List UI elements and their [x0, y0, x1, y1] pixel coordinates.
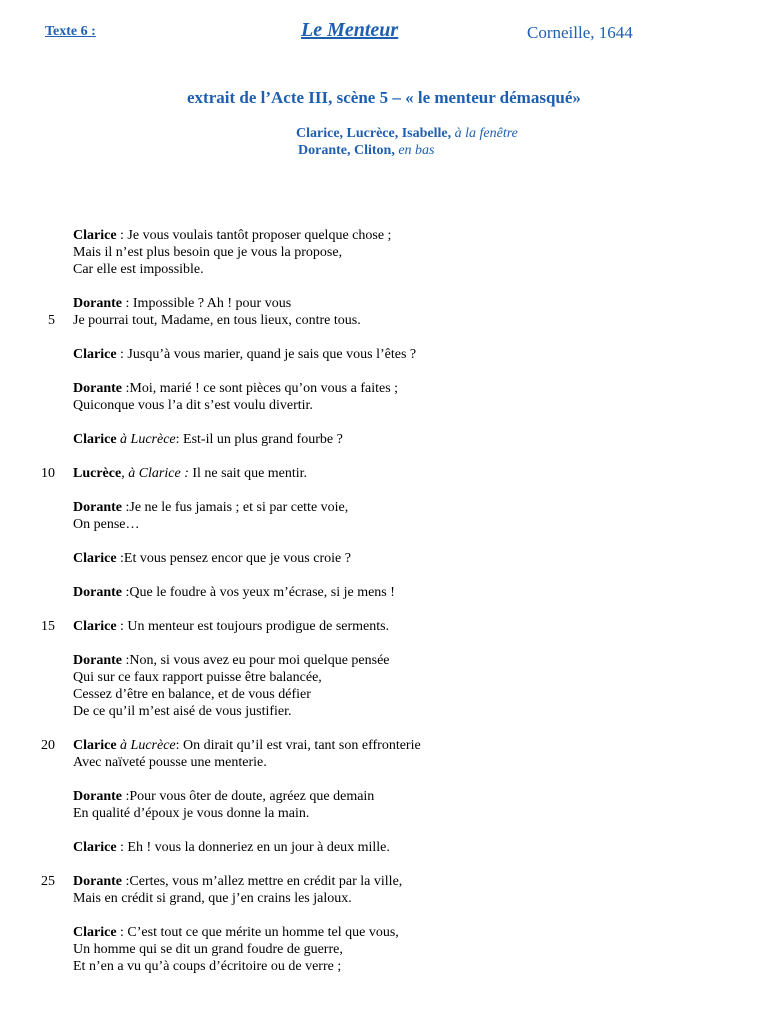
speaker-name: Dorante — [73, 585, 122, 600]
verse-text: Cessez d’être en balance, et de vous défier — [73, 687, 311, 702]
texte-number: Texte 6 — [45, 24, 88, 39]
dialogue-block — [0, 652, 768, 720]
speaker-name: Clarice — [73, 925, 117, 940]
line-number: 25 — [41, 874, 55, 889]
dialogue-block — [0, 924, 768, 975]
verse-text: Avec naïveté pousse une menterie. — [73, 755, 267, 770]
speaker-separator: : — [116, 619, 128, 634]
stage-direction: , à Clarice : — [121, 466, 189, 481]
verse-line — [0, 703, 768, 720]
verse-text: Je ne le fus jamais ; et si par cette voie, — [129, 500, 349, 515]
verse-text: Je vous voulais tantôt proposer quelque chose ; — [127, 228, 392, 243]
speaker-separator: : — [116, 925, 128, 940]
speaker-separator: : — [116, 347, 128, 362]
verse-text: Mais en crédit si grand, que j’en crains les jaloux. — [73, 891, 352, 906]
verse-text: Impossible ? Ah ! pour vous — [132, 296, 292, 311]
verse-line — [0, 890, 768, 907]
speaker-separator: : — [175, 432, 184, 447]
dialogue-block — [0, 499, 768, 533]
speaker-separator: : — [175, 738, 184, 753]
verse-text: On pense… — [73, 517, 140, 532]
speaker-name: Dorante — [73, 500, 122, 515]
speaker-name: Dorante — [73, 789, 122, 804]
verse-line — [0, 737, 768, 754]
verse-line — [0, 295, 768, 312]
verse-line — [0, 380, 768, 397]
line-number: 5 — [48, 313, 55, 328]
dialogue-block — [0, 227, 768, 278]
stage-direction: à Lucrèce — [116, 738, 176, 753]
stage-direction: à Lucrèce — [116, 432, 176, 447]
dialogue-block — [0, 380, 768, 414]
speaker-name: Clarice — [73, 840, 117, 855]
verse-line — [0, 516, 768, 533]
verse-text: Un menteur est toujours prodigue de serments. — [127, 619, 390, 634]
verse-text: Certes, vous m’allez mettre en crédit par la ville, — [129, 874, 403, 889]
verse-text: Il ne sait que mentir. — [192, 466, 308, 481]
verse-text: Je pourrai tout, Madame, en tous lieux, contre tous. — [73, 313, 361, 328]
dialogue — [0, 227, 768, 992]
author-date: Corneille, 1644 — [527, 23, 633, 42]
extract-title: extrait de l’Acte III, scène 5 – « le menteur démasqué» — [187, 88, 581, 107]
verse-text: Jusqu’à vous marier, quand je sais que vous l’êtes ? — [127, 347, 417, 362]
verse-text: Moi, marié ! ce sont pièces qu’on vous a faites ; — [129, 381, 399, 396]
speaker-separator: : — [116, 840, 128, 855]
texte-label — [45, 24, 96, 40]
dialogue-block — [0, 584, 768, 601]
dialogue-block — [0, 431, 768, 448]
verse-text: Car elle est impossible. — [73, 262, 204, 277]
stage-direction-window — [296, 126, 518, 142]
speaker-name: Dorante — [73, 381, 122, 396]
verse-line — [0, 805, 768, 822]
verse-line — [0, 652, 768, 669]
verse-line — [0, 312, 768, 329]
verse-line — [0, 227, 768, 244]
verse-line — [0, 669, 768, 686]
line-number: 15 — [41, 619, 55, 634]
verse-text: Est-il un plus grand fourbe ? — [183, 432, 343, 447]
verse-line — [0, 958, 768, 975]
line-number: 10 — [41, 466, 55, 481]
verse-line — [0, 686, 768, 703]
speaker-separator: : — [122, 500, 130, 515]
speaker-name: Dorante — [73, 653, 122, 668]
verse-line — [0, 346, 768, 363]
speaker-name: Clarice — [73, 228, 117, 243]
verse-text: Que le foudre à vos yeux m’écrase, si je mens ! — [129, 585, 395, 600]
dialogue-block — [0, 839, 768, 856]
verse-text: Eh ! vous la donneriez en un jour à deux mille. — [127, 840, 390, 855]
verse-text: Non, si vous avez eu pour moi quelque pensée — [129, 653, 390, 668]
verse-text: De ce qu’il m’est aisé de vous justifier. — [73, 704, 292, 719]
verse-text: Mais il n’est plus besoin que je vous la propose, — [73, 245, 343, 260]
verse-line — [0, 618, 768, 635]
verse-line — [0, 873, 768, 890]
verse-line — [0, 550, 768, 567]
speaker-separator: : — [116, 228, 128, 243]
texte-colon: : — [91, 24, 96, 39]
verse-text: C’est tout ce que mérite un homme tel que vous, — [127, 925, 399, 940]
verse-text: Et n’en a vu qu’à coups d’écritoire ou de verre ; — [73, 959, 342, 974]
verse-text: Quiconque vous l’a dit s’est voulu divertir. — [73, 398, 313, 413]
verse-line — [0, 839, 768, 856]
dialogue-block — [0, 550, 768, 567]
characters-window: Clarice, Lucrèce, Isabelle, — [296, 126, 455, 141]
stage-direction-below — [298, 143, 435, 159]
speaker-name: Clarice — [73, 551, 117, 566]
speaker-name: Lucrèce — [73, 466, 122, 481]
dialogue-block — [0, 873, 768, 907]
verse-line — [0, 584, 768, 601]
dialogue-block — [0, 737, 768, 771]
speaker-separator: : — [116, 551, 124, 566]
verse-line — [0, 465, 768, 482]
speaker-name: Dorante — [73, 296, 122, 311]
location-below: en bas — [398, 143, 435, 158]
speaker-separator: : — [122, 653, 130, 668]
verse-text: En qualité d’époux je vous donne la main. — [73, 806, 310, 821]
speaker-name: Clarice — [73, 619, 117, 634]
verse-line — [0, 788, 768, 805]
verse-text: On dirait qu’il est vrai, tant son effronterie — [183, 738, 421, 753]
verse-text: Un homme qui se dit un grand foudre de guerre, — [73, 942, 343, 957]
speaker-separator: : — [122, 296, 133, 311]
verse-line — [0, 754, 768, 771]
verse-text: Et vous pensez encor que je vous croie ? — [123, 551, 351, 566]
verse-line — [0, 397, 768, 414]
speaker-separator: : — [122, 789, 130, 804]
verse-line — [0, 261, 768, 278]
speaker-name: Dorante — [73, 874, 122, 889]
dialogue-block — [0, 346, 768, 363]
speaker-name: Clarice — [73, 347, 117, 362]
verse-line — [0, 431, 768, 448]
verse-line — [0, 244, 768, 261]
speaker-name: Clarice — [73, 738, 117, 753]
dialogue-block — [0, 788, 768, 822]
play-title: Le Menteur — [301, 19, 399, 41]
speaker-separator: : — [122, 874, 130, 889]
speaker-name: Clarice — [73, 432, 117, 447]
verse-line — [0, 924, 768, 941]
verse-text: Pour vous ôter de doute, agréez que demain — [129, 789, 375, 804]
dialogue-block — [0, 295, 768, 329]
characters-below: Dorante, Cliton, — [298, 143, 399, 158]
speaker-separator: : — [122, 585, 130, 600]
speaker-separator: : — [122, 381, 130, 396]
location-window: à la fenêtre — [454, 126, 518, 141]
verse-line — [0, 941, 768, 958]
verse-text: Qui sur ce faux rapport puisse être balancée, — [73, 670, 322, 685]
dialogue-block — [0, 618, 768, 635]
dialogue-block — [0, 465, 768, 482]
line-number: 20 — [41, 738, 55, 753]
verse-line — [0, 499, 768, 516]
